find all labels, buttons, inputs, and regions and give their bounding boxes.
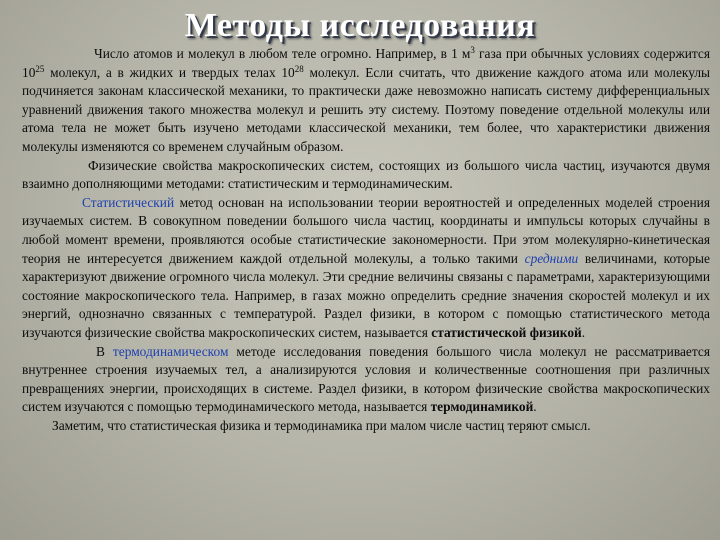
p1-text-b: газа при обычных условиях содержится 10 <box>22 46 710 80</box>
p1-sup-25: 25 <box>35 63 45 74</box>
p3-text-b: величинами, которые характеризуют движение огромного числа молекул. Эти средние величины связаны с параметрами, характеризующими состояние макроскопического тела. Например, в газах можно определить средние значения скоростей молекул и их энергий, однозначно связанных с температурой. Раздел физики, в котором с помощью статистического метода изучаются физические свойства макроскопических систем, называется <box>22 250 710 340</box>
p1-sup-cubic: 3 <box>470 45 475 55</box>
paragraph-molecule-count <box>22 45 710 157</box>
term-statistical-physics: статистической физикой <box>431 324 582 340</box>
p1-sup-28: 28 <box>294 63 304 74</box>
paragraph-thermodynamic-method <box>22 343 710 417</box>
paragraph-statistical-method <box>22 194 710 343</box>
keyword-statistical: Статистический <box>82 194 175 210</box>
p3-text-c: . <box>581 324 586 340</box>
p4-text-b: методе исследования поведения большого числа молекул не рассматривается внутреннее строения изучаемых тел, а анализируются условия и количественные соотношения при различных превращениях энергии, происходящих в системе. Раздел физики, в котором физические свойства макроскопических систем изучаются с помощью термодинамического метода, называется <box>22 343 710 415</box>
keyword-averages: средними <box>524 250 579 266</box>
p3-text-a: метод основан на использовании теории вероятностей и определенных моделей строения изучаемых систем. В совокупном поведении большого числа частиц, координаты и импульсы которых случайны в любой момент времени, проявляются особые статистические закономерности. При этом молекулярно-кинетическая теория не интересуется движением каждой отдельной молекулы, а только такими <box>22 194 710 266</box>
p1-text-c: молекул, а в жидких и твердых телах 10 <box>44 64 295 80</box>
p4-text-c: . <box>533 399 537 415</box>
term-thermodynamics: термодинамикой <box>430 399 534 415</box>
p1-text-a: Число атомов и молекул в любом теле огромно. Например, в 1 м <box>94 46 471 61</box>
p4-text-a: В <box>96 343 113 359</box>
slide-title: Методы исследования <box>184 7 536 44</box>
slide-body <box>22 45 710 435</box>
keyword-thermodynamic: термодинамическом <box>112 343 229 359</box>
p1-text-d: молекул. Если считать, что движение каждого атома или молекулы подчиняется законам классической механики, то практически даже невозможно написать систему дифференциальных уравнений движения такого множества молекул и решить эту систему. Поэтому поведение отдельной молекулы или атома тела не может быть изучено методами классической механики, тем более, что характеристики движения молекулы изменяются со временем случайным образом. <box>22 64 711 154</box>
paragraph-note: Заметим, что статистическая физика и термодинамика при малом числе частиц теряют смысл. <box>52 417 591 433</box>
paragraph-two-methods: Физические свойства макроскопических систем, состоящих из большого числа частиц, изучаются двумя взаимно дополняющими методами: статистическим и термодинамическим. <box>22 157 710 192</box>
